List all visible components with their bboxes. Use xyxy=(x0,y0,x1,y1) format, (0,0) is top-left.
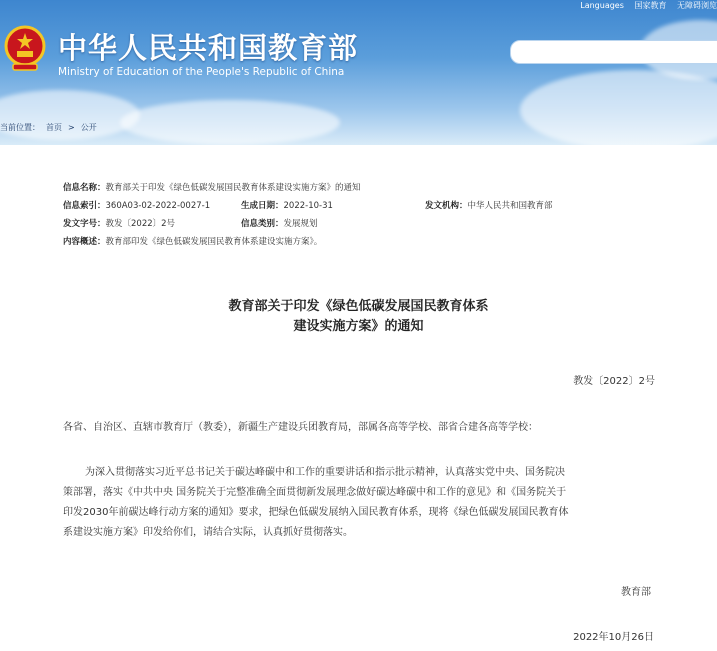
breadcrumb xyxy=(0,122,103,133)
meta-issuer-value: 中华人民共和国教育部 xyxy=(467,201,553,211)
signature: 教育部 xyxy=(621,587,651,598)
body-line: 策部署，落实《中共中央 国务院关于完整准确全面贯彻新发展理念做好碳达峰碳中和工作的意见》和《国务院关于 xyxy=(63,487,567,498)
accessibility-link[interactable]: 无障碍浏览 xyxy=(677,1,717,10)
document-title-line1: 教育部关于印发《绿色低碳发展国民教育体系 xyxy=(228,299,489,314)
document-title-line2: 建设实施方案》的通知 xyxy=(293,319,424,334)
document-title xyxy=(0,297,717,337)
addressee: 各省、自治区、直辖市教育厅（教委），新疆生产建设兵团教育局，部属各高等学校、部省合建各高等学校： xyxy=(63,422,538,433)
national-emblem-icon[interactable] xyxy=(2,24,48,74)
meta-docno-label: 发文字号： xyxy=(63,219,106,229)
meta-date-value: 2022-10-31 xyxy=(283,201,333,211)
meta-name-label: 信息名称： xyxy=(63,183,106,193)
site-subtitle: Ministry of Education of the People's Republic of China xyxy=(58,66,345,78)
meta-summary-label: 内容概述： xyxy=(63,237,106,247)
meta-category-value: 发展规划 xyxy=(283,219,318,229)
breadcrumb-public[interactable]: 公开 xyxy=(80,123,97,132)
body-line: 系建设实施方案》印发给你们，请结合实际，认真抓好贯彻落实。 xyxy=(63,527,353,538)
breadcrumb-separator: > xyxy=(68,123,75,132)
signature-date: 2022年10月26日 xyxy=(573,632,654,643)
meta-summary-value: 教育部印发《绿色低碳发展国民教育体系建设实施方案》。 xyxy=(105,237,323,247)
meta-date-label: 生成日期： xyxy=(241,201,284,211)
meta-index-label: 信息索引： xyxy=(63,201,106,211)
body-line: 为深入贯彻落实习近平总书记关于碳达峰碳中和工作的重要讲话和指示批示精神，认真落实党中央、国务院决 xyxy=(85,467,565,478)
languages-link[interactable]: Languages xyxy=(580,1,624,10)
meta-docno-value: 教发〔2022〕2号 xyxy=(105,219,176,229)
cloud-decoration xyxy=(520,70,717,145)
cloud-decoration xyxy=(120,100,340,145)
meta-index-value: 360A03-02-2022-0027-1 xyxy=(105,201,211,211)
national-education-link[interactable]: 国家教育 xyxy=(634,1,667,10)
site-title[interactable]: 中华人民共和国教育部 xyxy=(58,31,359,65)
search-input[interactable] xyxy=(510,40,717,64)
site-header xyxy=(0,0,717,145)
meta-category-label: 信息类别： xyxy=(241,219,284,229)
top-links xyxy=(572,0,717,14)
meta-issuer-label: 发文机构： xyxy=(425,201,468,211)
breadcrumb-prefix: 当前位置： xyxy=(0,123,40,132)
breadcrumb-home[interactable]: 首页 xyxy=(46,123,62,132)
body-line: 印发2030年前碳达峰行动方案的通知》要求，把绿色低碳发展纳入国民教育体系，现将《绿色低碳发展国民教育体 xyxy=(63,507,569,518)
document-number: 教发〔2022〕2号 xyxy=(573,376,655,387)
meta-name-value: 教育部关于印发《绿色低碳发展国民教育体系建设实施方案》的通知 xyxy=(105,183,361,193)
body-paragraph xyxy=(63,463,683,543)
